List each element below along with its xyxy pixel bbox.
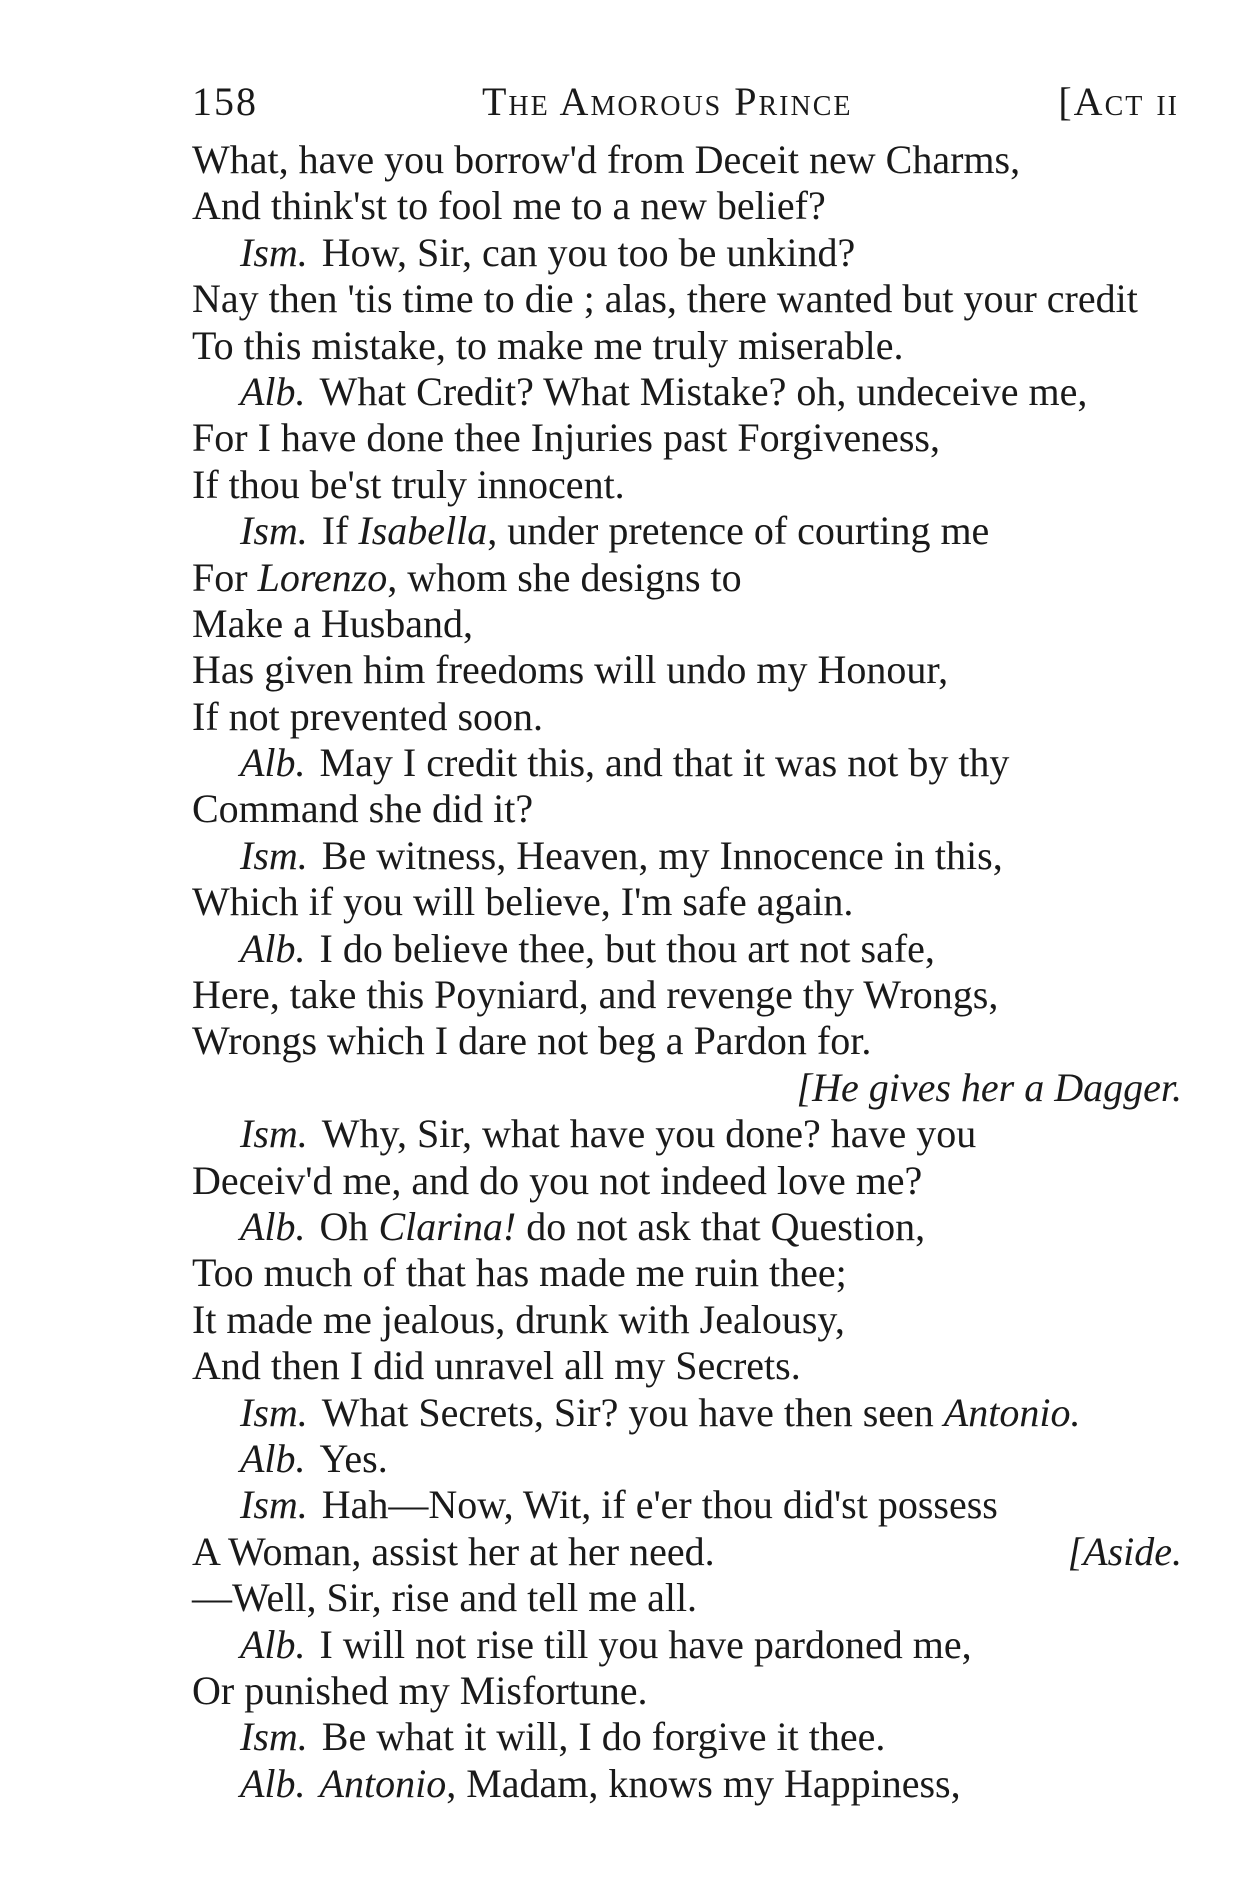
text-line — [192, 1482, 1182, 1528]
line-text: To this mistake, to make me truly miserable. — [192, 322, 904, 368]
line-text: Why, Sir, what have you done? have you — [321, 1111, 977, 1157]
text-line — [192, 926, 1182, 972]
aside-direction: [Aside. — [1067, 1528, 1182, 1574]
line-text: , Madam, knows my Happiness, — [446, 1760, 961, 1806]
line-text: May I credit this, and that it was not by thy — [319, 740, 1010, 786]
speaker-name: Ism. — [240, 229, 308, 275]
line-text: , whom she designs to — [387, 554, 742, 600]
speaker-name: Alb. — [240, 1203, 306, 1249]
character-name: Antonio. — [943, 1389, 1081, 1435]
character-name: Lorenzo — [257, 554, 388, 600]
text-line — [192, 833, 1182, 879]
text-line — [192, 1343, 1182, 1389]
line-text: I do believe thee, but thou art not safe, — [319, 925, 935, 971]
line-text: Oh — [319, 1203, 379, 1249]
text-line — [192, 694, 1182, 740]
text-line — [192, 1065, 1182, 1111]
text-line — [192, 230, 1182, 276]
line-text: Nay then 'tis time to die ; alas, there wanted but your credit — [192, 276, 1138, 322]
line-text: If — [321, 508, 359, 554]
play-text — [192, 137, 1182, 1807]
page-number: 158 — [192, 79, 258, 124]
text-line — [192, 1204, 1182, 1250]
line-text: Hah—Now, Wit, if e'er thou did'st possess — [321, 1482, 998, 1528]
line-text: What, have you borrow'd from Deceit new Charms, — [192, 137, 1021, 182]
speaker-name: Ism. — [240, 1714, 308, 1760]
line-text: For — [192, 554, 258, 600]
speaker-name: Alb. — [240, 925, 306, 971]
speaker-name: Alb. — [240, 1621, 306, 1667]
line-text: What Credit? What Mistake? oh, undeceive me, — [319, 368, 1088, 414]
text-line — [192, 183, 1182, 229]
speaker-name: Alb. — [240, 740, 306, 786]
text-line — [192, 1018, 1182, 1064]
line-text: Or punished my Misfortune. — [192, 1667, 648, 1713]
text-line — [192, 972, 1182, 1018]
line-text: Make a Husband, — [192, 600, 474, 646]
stage-direction: [He gives her a Dagger. — [796, 1064, 1182, 1110]
line-text: A Woman, assist her at her need. — [192, 1528, 715, 1574]
line-text: do not ask that Question, — [516, 1203, 926, 1249]
line-text: Be witness, Heaven, my Innocence in this, — [321, 832, 1003, 878]
text-line — [192, 323, 1182, 369]
speaker-name: Alb. — [240, 368, 306, 414]
speaker-name: Alb. — [240, 1435, 306, 1481]
line-text: And then I did unravel all my Secrets. — [192, 1343, 801, 1389]
text-line — [192, 647, 1182, 693]
line-text: Be what it will, I do forgive it thee. — [321, 1714, 886, 1760]
line-text: —Well, Sir, rise and tell me all. — [192, 1575, 698, 1621]
line-text: If not prevented soon. — [192, 693, 544, 739]
speaker-name: Ism. — [240, 832, 308, 878]
running-header — [192, 78, 1179, 126]
line-text: How, Sir, can you too be unkind? — [321, 229, 856, 275]
character-name: Antonio — [319, 1760, 447, 1806]
line-text: Which if you will believe, I'm safe again. — [192, 879, 854, 925]
line-text: I will not rise till you have pardoned me, — [319, 1621, 972, 1667]
line-text: If thou be'st truly innocent. — [192, 461, 625, 507]
text-line — [192, 879, 1182, 925]
text-line — [192, 1622, 1182, 1668]
text-line — [192, 1714, 1182, 1760]
speaker-name: Alb. — [240, 1760, 306, 1806]
line-text: And think'st to fool me to a new belief? — [192, 183, 826, 229]
text-line — [192, 1761, 1182, 1807]
speaker-name: Ism. — [240, 508, 308, 554]
running-title: The Amorous Prince — [482, 79, 853, 124]
text-line — [192, 1111, 1182, 1157]
act-marker: [Act ii — [1058, 79, 1179, 124]
text-line — [192, 601, 1182, 647]
text-line — [192, 555, 1182, 601]
text-line — [192, 786, 1182, 832]
text-line — [192, 1390, 1182, 1436]
text-line — [192, 1158, 1182, 1204]
text-line — [192, 276, 1182, 322]
text-line — [192, 462, 1182, 508]
text-line — [192, 137, 1182, 183]
character-name: Isabella — [358, 508, 488, 554]
text-line — [192, 1529, 1182, 1575]
text-line — [192, 508, 1182, 554]
line-text: Yes. — [319, 1435, 388, 1481]
speaker-name: Ism. — [240, 1389, 308, 1435]
text-line — [192, 369, 1182, 415]
line-text: Here, take this Poyniard, and revenge thy Wrongs, — [192, 972, 999, 1018]
text-line — [192, 1250, 1182, 1296]
line-text: Wrongs which I dare not beg a Pardon for. — [192, 1018, 872, 1064]
text-line — [192, 415, 1182, 461]
line-text: , under pretence of courting me — [487, 508, 990, 554]
character-name: Clarina! — [378, 1203, 517, 1249]
text-line — [192, 1668, 1182, 1714]
line-text: Too much of that has made me ruin thee; — [192, 1250, 847, 1296]
line-text: It made me jealous, drunk with Jealousy, — [192, 1296, 845, 1342]
line-text: Has given him freedoms will undo my Honour, — [192, 647, 949, 693]
text-line — [192, 1297, 1182, 1343]
text-line — [192, 740, 1182, 786]
text-line — [192, 1575, 1182, 1621]
line-text: For I have done thee Injuries past Forgiveness, — [192, 415, 940, 461]
speaker-name: Ism. — [240, 1482, 308, 1528]
line-text: What Secrets, Sir? you have then seen — [321, 1389, 944, 1435]
text-line — [192, 1436, 1182, 1482]
line-text: Command she did it? — [192, 786, 534, 832]
speaker-name: Ism. — [240, 1111, 308, 1157]
line-text: Deceiv'd me, and do you not indeed love me? — [192, 1157, 923, 1203]
